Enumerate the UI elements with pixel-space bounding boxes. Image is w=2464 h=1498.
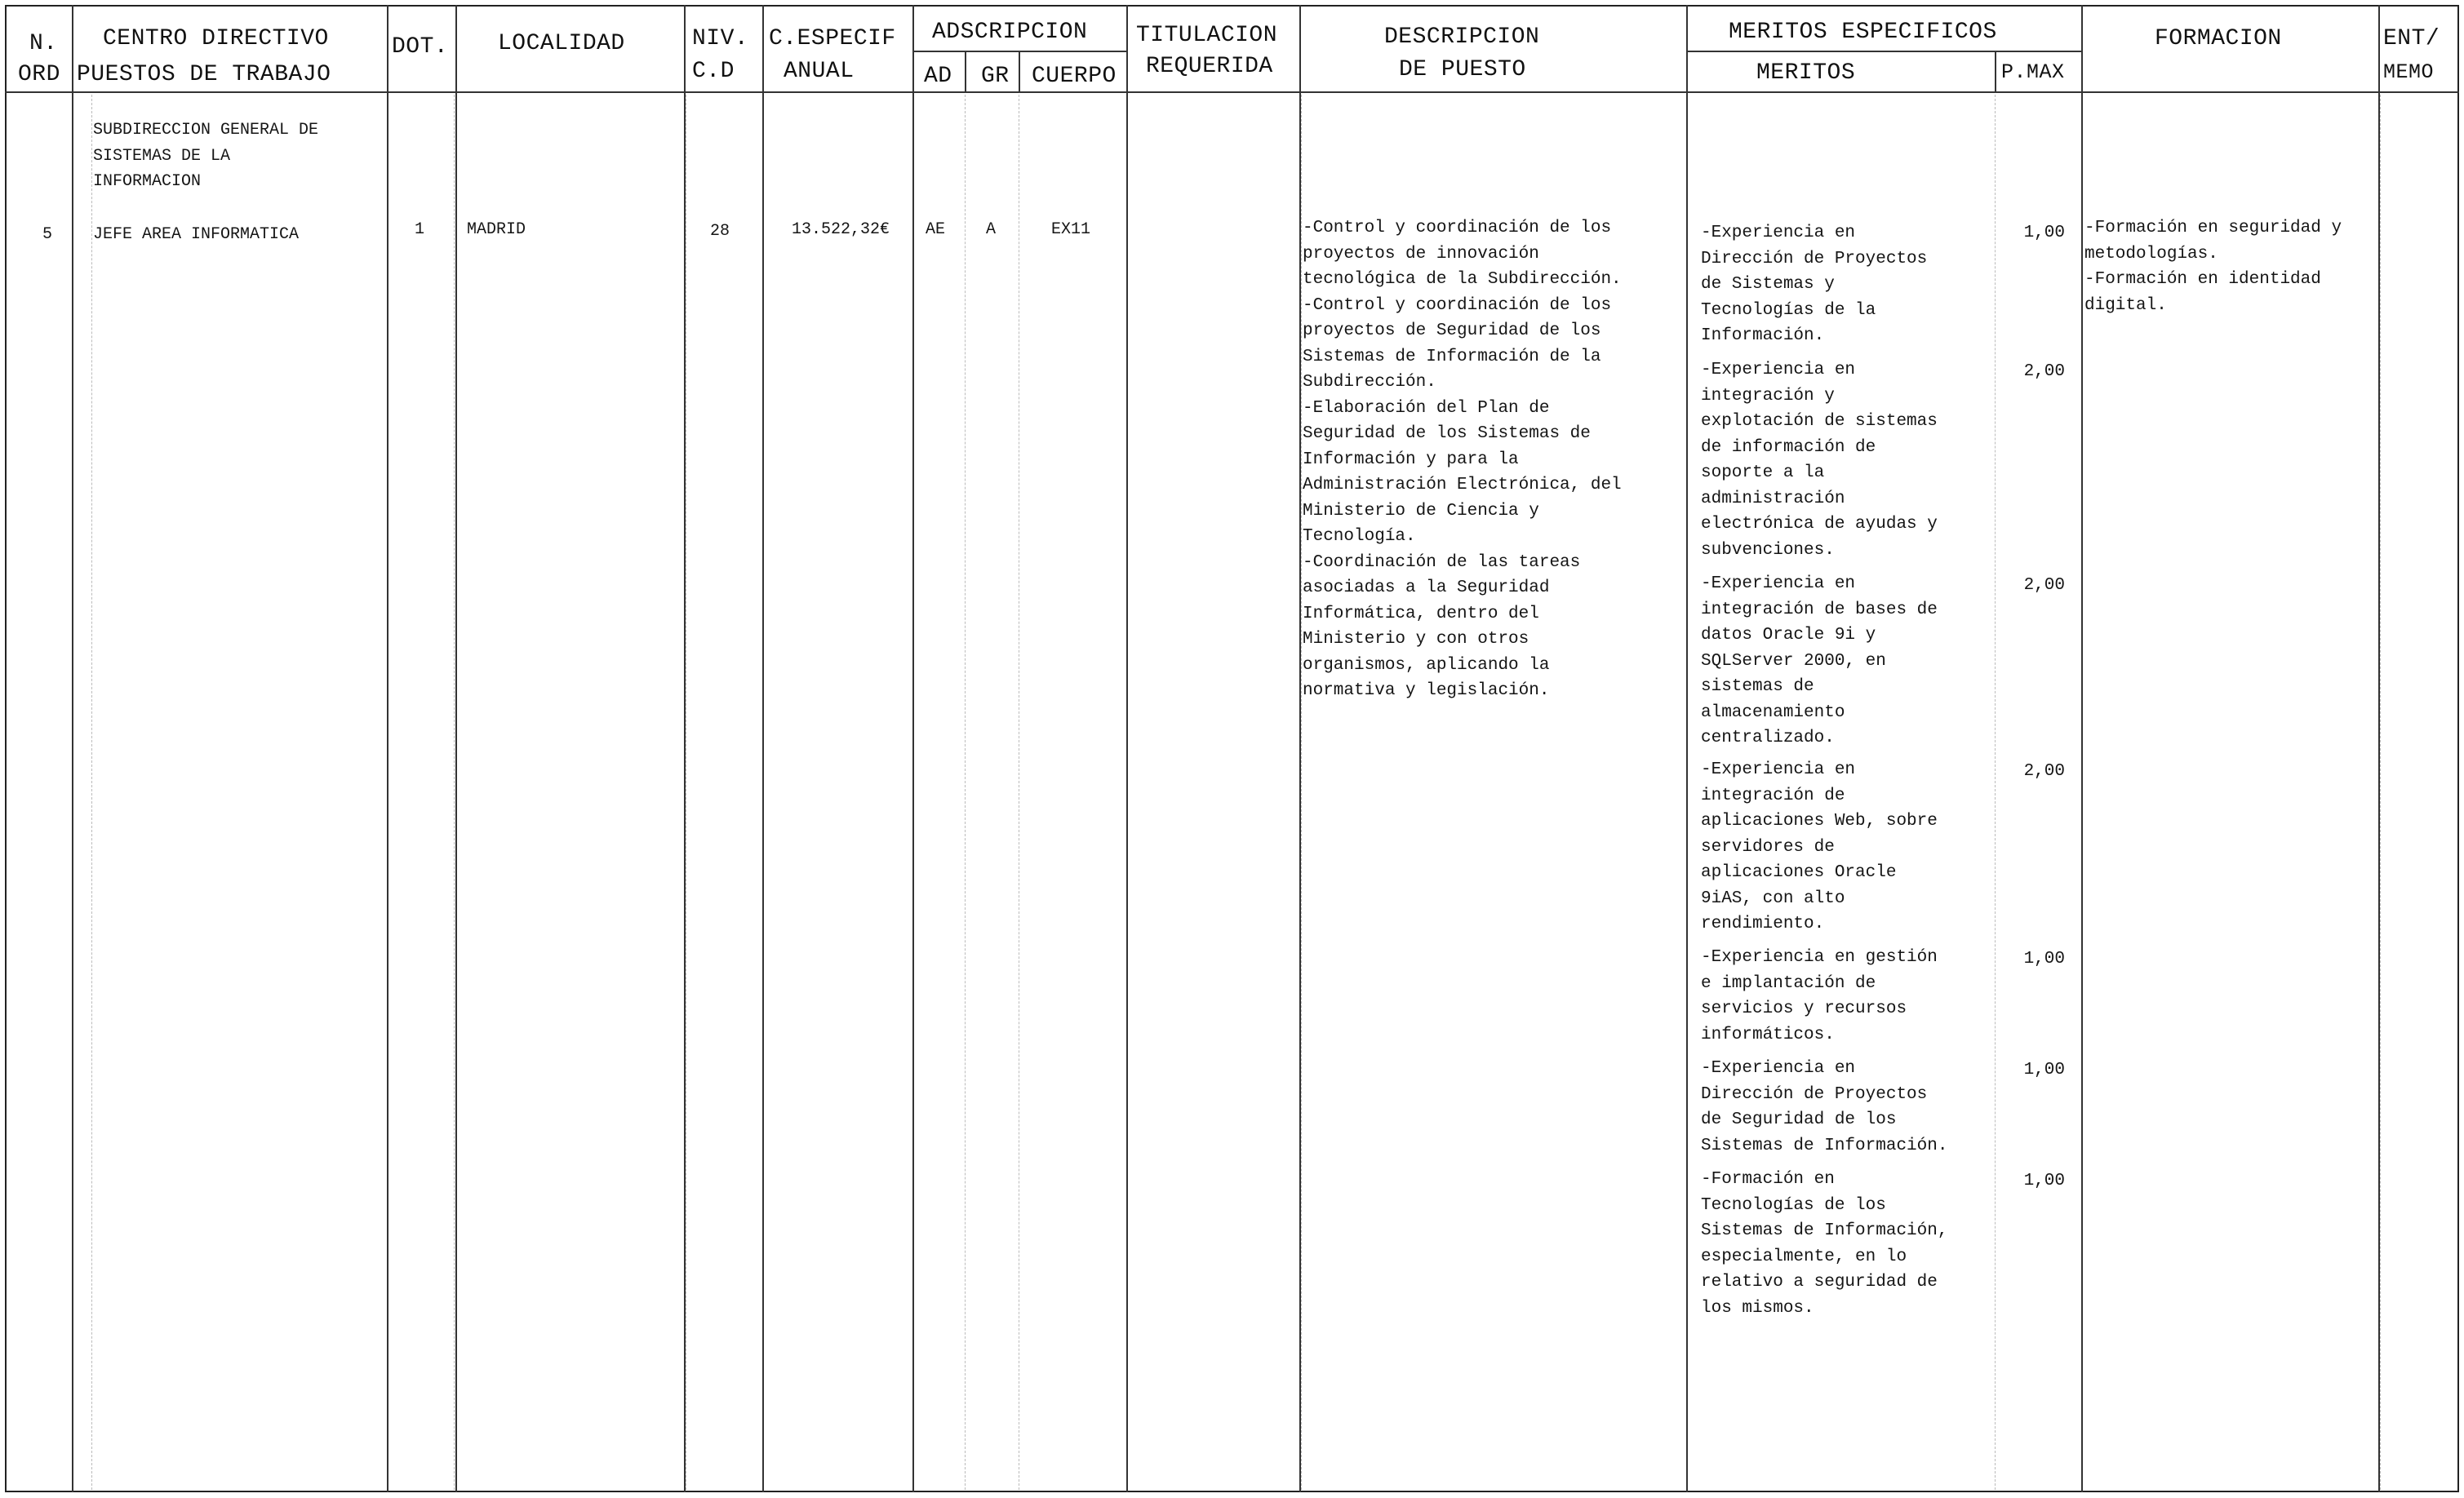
col-divider <box>72 5 73 1492</box>
header-cuerpo: CUERPO <box>1032 64 1117 89</box>
header-n: N. <box>29 31 58 56</box>
merito-pmax: 1,00 <box>2023 1061 2065 1079</box>
merito-pmax: 1,00 <box>2023 950 2065 968</box>
col-dash <box>91 95 92 1490</box>
col-divider <box>387 5 388 1492</box>
header-meritos: MERITOS <box>1756 60 1856 86</box>
header-titulacion: TITULACION <box>1136 23 1278 48</box>
header-ord: ORD <box>18 62 60 87</box>
col-dash <box>2380 95 2381 1490</box>
header-centro-directivo: CENTRO DIRECTIVO <box>103 26 329 51</box>
header-localidad: LOCALIDAD <box>498 31 625 56</box>
header-bottom-rule <box>5 91 2459 93</box>
row-niv: 28 <box>710 222 730 241</box>
col-divider <box>2081 5 2083 1492</box>
header-meritos-especificos: MERITOS ESPECIFICOS <box>1729 20 1997 45</box>
row-gr: A <box>986 220 997 239</box>
row-localidad: MADRID <box>467 220 526 239</box>
row-c-especif: 13.522,32€ <box>792 220 890 239</box>
header-anual: ANUAL <box>784 59 855 84</box>
header-de-puesto: DE PUESTO <box>1399 57 1526 82</box>
merito-pmax: 2,00 <box>2023 576 2065 595</box>
header-requerida: REQUERIDA <box>1146 54 1273 79</box>
col-dash <box>454 95 455 1490</box>
header-puestos-de-trabajo: PUESTOS DE TRABAJO <box>77 62 331 87</box>
col-divider <box>912 5 914 1492</box>
col-divider <box>762 5 764 1492</box>
header-ad: AD <box>924 64 952 89</box>
header-pmax: P.MAX <box>2001 60 2065 84</box>
merito-item: -Experiencia en Dirección de Proyectos de Seguridad de los Sistemas de Información. <box>1701 1059 1948 1155</box>
header-dot: DOT. <box>392 34 449 60</box>
col-dash <box>1301 95 1302 1490</box>
header-formacion: FORMACION <box>2155 26 2282 51</box>
header-adscripcion: ADSCRIPCION <box>932 20 1088 45</box>
merito-item: -Formación en Tecnologías de los Sistemas de Información, especialmente, en lo relativo a seguridad de los mismos. <box>1701 1170 1948 1318</box>
merito-pmax: 2,00 <box>2023 762 2065 781</box>
merito-item: -Experiencia en Dirección de Proyectos de Sistemas y Tecnologías de la Información. <box>1701 224 1928 345</box>
header-ent: ENT/ <box>2383 26 2440 51</box>
header-memo: MEMO <box>2383 60 2435 84</box>
col-dash <box>965 95 966 1490</box>
col-divider <box>455 5 457 1492</box>
merito-item: -Experiencia en integración de aplicaciones Web, sobre servidores de aplicaciones Oracle 9iAS, con alto rendimiento. <box>1701 760 1938 933</box>
merito-item: -Experiencia en integración y explotación de sistemas de información de soporte a la administración electrónica de ayudas y subvenciones. <box>1701 361 1938 560</box>
row-formacion: -Formación en seguridad y metodologías. -Formación en identidad digital. <box>2084 219 2342 315</box>
col-divider <box>1126 5 1128 1492</box>
col-dash <box>1995 95 1996 1490</box>
col-divider <box>1686 5 1688 1492</box>
header-c-especif: C.ESPECIF <box>769 26 896 51</box>
section-title: SUBDIRECCION GENERAL DE SISTEMAS DE LA INFORMACION <box>93 121 319 191</box>
header-descripcion: DESCRIPCION <box>1384 24 1540 50</box>
col-subdivider <box>1019 51 1020 93</box>
merito-item: -Experiencia en integración de bases de datos Oracle 9i y SQLServer 2000, en sistemas de almacenamiento centralizado. <box>1701 574 1938 747</box>
col-subdivider <box>965 51 966 93</box>
merito-pmax: 2,00 <box>2023 362 2065 381</box>
header-niv: NIV. <box>692 26 749 51</box>
row-ord: 5 <box>42 225 53 244</box>
row-descripcion: -Control y coordinación de los proyectos de innovación tecnológica de la Subdirección. -Control y coordinación de los proyectos de Seguridad de los Sistemas de Información de la Subdirección. -Elaboración del Plan de Seguridad de los Sistemas de Información y para la Administración Electrónica, del Ministerio de Ciencia y Tecnología. -Coordinación de las tareas asociadas a la Seguridad Informática, dentro del Ministerio y con otros organismos, aplicando la normativa y legislación. <box>1303 219 1622 700</box>
row-cuerpo: EX11 <box>1051 220 1091 239</box>
meritos-subrule <box>1686 51 2081 52</box>
col-subdivider <box>1995 51 1996 93</box>
merito-pmax: 1,00 <box>2023 1172 2065 1190</box>
header-gr: GR <box>981 64 1010 89</box>
merito-item: -Experiencia en gestión e implantación de servicios y recursos informáticos. <box>1701 948 1938 1044</box>
row-puesto: JEFE AREA INFORMATICA <box>93 225 300 244</box>
merito-pmax: 1,00 <box>2023 224 2065 242</box>
row-ad: AE <box>926 220 946 239</box>
row-dot: 1 <box>415 220 425 239</box>
header-cd: C.D <box>692 59 735 84</box>
